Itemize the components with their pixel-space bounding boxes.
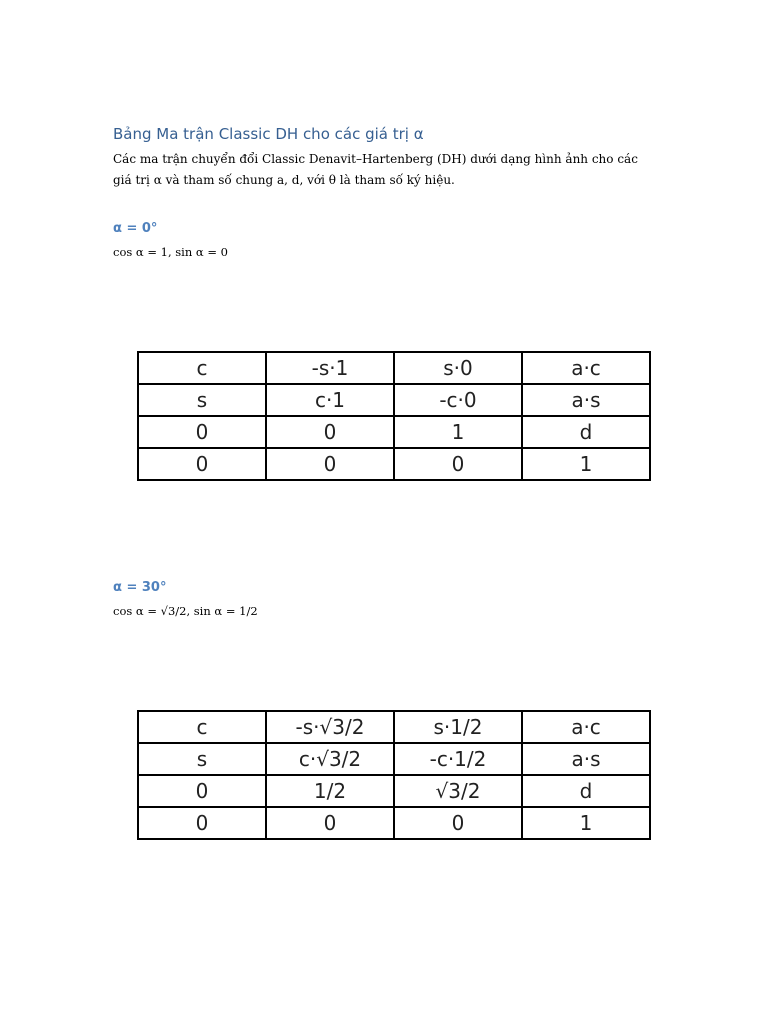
matrix-cell: 1 bbox=[522, 448, 650, 480]
document-title: Bảng Ma trận Classic DH cho các giá trị α bbox=[113, 125, 424, 143]
section-heading-alpha-30: α = 30° bbox=[113, 580, 167, 595]
matrix-cell: a·s bbox=[522, 743, 650, 775]
matrix-row bbox=[138, 807, 650, 839]
dh-matrix-alpha-0 bbox=[137, 351, 651, 481]
matrix-cell: 1 bbox=[394, 416, 522, 448]
matrix-cell: s·0 bbox=[394, 352, 522, 384]
section-subtitle-alpha-30: cos α = √3/2, sin α = 1/2 bbox=[113, 604, 258, 618]
section-heading-alpha-0: α = 0° bbox=[113, 221, 158, 236]
matrix-cell: a·c bbox=[522, 711, 650, 743]
matrix-row bbox=[138, 711, 650, 743]
matrix-cell: √3/2 bbox=[394, 775, 522, 807]
matrix-cell: 0 bbox=[138, 775, 266, 807]
matrix-cell: 0 bbox=[138, 416, 266, 448]
matrix-cell: 0 bbox=[266, 807, 394, 839]
matrix-row bbox=[138, 352, 650, 384]
matrix-cell: s·1/2 bbox=[394, 711, 522, 743]
matrix-row bbox=[138, 384, 650, 416]
matrix-cell: 0 bbox=[138, 807, 266, 839]
document-intro: Các ma trận chuyển đổi Classic Denavit–Hartenberg (DH) dưới dạng hình ảnh cho các giá trị α và tham số chung a, d, với θ là tham số ký hiệu. bbox=[113, 152, 638, 187]
matrix-cell: d bbox=[522, 416, 650, 448]
matrix-cell: 0 bbox=[266, 416, 394, 448]
matrix-cell: -s·√3/2 bbox=[266, 711, 394, 743]
matrix-cell: c bbox=[138, 711, 266, 743]
matrix-cell: 0 bbox=[266, 448, 394, 480]
section-subtitle-alpha-0: cos α = 1, sin α = 0 bbox=[113, 245, 228, 259]
matrix-cell: 1 bbox=[522, 807, 650, 839]
matrix-row bbox=[138, 775, 650, 807]
matrix-cell: 1/2 bbox=[266, 775, 394, 807]
matrix-cell: c·√3/2 bbox=[266, 743, 394, 775]
matrix-cell: 0 bbox=[138, 448, 266, 480]
matrix-cell: -c·0 bbox=[394, 384, 522, 416]
matrix-cell: c·1 bbox=[266, 384, 394, 416]
matrix-cell: d bbox=[522, 775, 650, 807]
matrix-cell: s bbox=[138, 384, 266, 416]
matrix-cell: 0 bbox=[394, 448, 522, 480]
matrix-row bbox=[138, 416, 650, 448]
dh-matrix-alpha-30 bbox=[137, 710, 651, 840]
matrix-cell: s bbox=[138, 743, 266, 775]
matrix-cell: a·c bbox=[522, 352, 650, 384]
matrix-row bbox=[138, 743, 650, 775]
matrix-cell: -s·1 bbox=[266, 352, 394, 384]
matrix-cell: a·s bbox=[522, 384, 650, 416]
matrix-cell: -c·1/2 bbox=[394, 743, 522, 775]
matrix-cell: 0 bbox=[394, 807, 522, 839]
matrix-row bbox=[138, 448, 650, 480]
matrix-cell: c bbox=[138, 352, 266, 384]
